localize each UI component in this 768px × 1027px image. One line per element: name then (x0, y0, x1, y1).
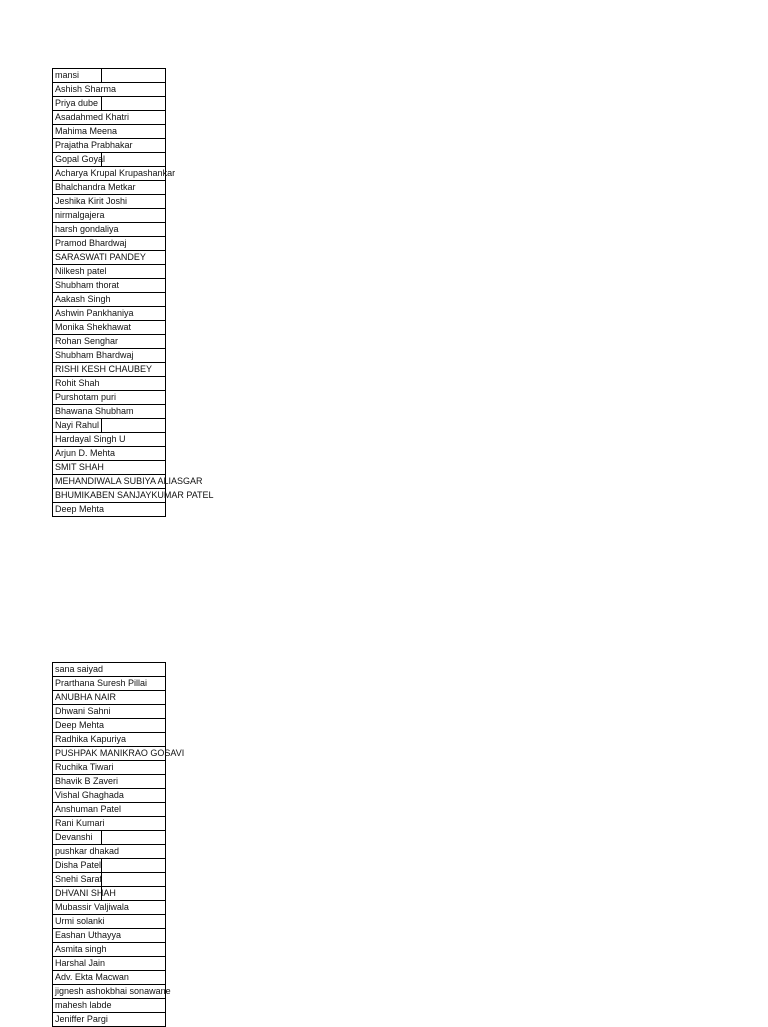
cell-name: pushkar dhakad (55, 846, 120, 856)
cell-name: Rani Kumari (55, 818, 105, 828)
table-row[interactable] (52, 223, 166, 237)
cell-name: Jeshika Kirit Joshi (55, 196, 128, 206)
table-row[interactable] (52, 461, 166, 475)
table-row[interactable] (52, 873, 166, 887)
table-row[interactable] (52, 775, 166, 789)
cell-name: Monika Shekhawat (55, 322, 132, 332)
table-row[interactable] (52, 803, 166, 817)
table-row[interactable] (52, 901, 166, 915)
table-row[interactable] (52, 943, 166, 957)
table-row[interactable] (52, 69, 166, 83)
cell-name: Shubham thorat (55, 280, 120, 290)
table-row[interactable] (52, 391, 166, 405)
table-row[interactable] (52, 1013, 166, 1027)
table-row[interactable] (52, 475, 203, 489)
cell-name: Prajatha Prabhakar (55, 140, 133, 150)
cell-divider (101, 873, 102, 886)
cell-name: Radhika Kapuriya (55, 734, 127, 744)
cell-name: Asadahmed Khatri (55, 112, 130, 122)
table-row[interactable] (52, 489, 214, 503)
cell-name: DHVANI SHAH (55, 888, 116, 898)
cell-name: Ruchika Tiwari (55, 762, 114, 772)
cell-name: Hardayal Singh U (55, 434, 126, 444)
table-row[interactable] (52, 985, 171, 999)
cell-name: Disha Patel (55, 860, 102, 870)
cell-divider (101, 69, 102, 82)
cell-name: BHUMIKABEN SANJAYKUMAR PATEL (55, 490, 214, 500)
table-row[interactable] (52, 733, 166, 747)
cell-name: MEHANDIWALA SUBIYA ALIASGAR (55, 476, 203, 486)
cell-name: Nayi Rahul (55, 420, 100, 430)
table-row[interactable] (52, 237, 166, 251)
cell-name: Bhavik B Zaveri (55, 776, 119, 786)
cell-name: PUSHPAK MANIKRAO GOSAVI (55, 748, 185, 758)
cell-name: mansi (55, 70, 80, 80)
table-row[interactable] (52, 677, 166, 691)
cell-name: Deep Mehta (55, 720, 105, 730)
cell-name: Devanshi (55, 832, 93, 842)
table-row[interactable] (52, 929, 166, 943)
cell-name: Rohit Shah (55, 378, 100, 388)
name-list-table-top (52, 68, 214, 517)
table-row[interactable] (52, 719, 166, 733)
table-row[interactable] (52, 705, 166, 719)
table-row[interactable] (52, 83, 166, 97)
table-row[interactable] (52, 747, 185, 761)
cell-name: Prarthana Suresh Pillai (55, 678, 148, 688)
table-row[interactable] (52, 209, 166, 223)
cell-name: SMIT SHAH (55, 462, 104, 472)
cell-name: Aakash Singh (55, 294, 111, 304)
table-row[interactable] (52, 433, 166, 447)
cell-name: Asmita singh (55, 944, 107, 954)
table-row[interactable] (52, 503, 166, 517)
table-row[interactable] (52, 321, 166, 335)
cell-name: Bhawana Shubham (55, 406, 134, 416)
table-row[interactable] (52, 307, 166, 321)
cell-name: Priya dube (55, 98, 99, 108)
cell-name: nirmalgajera (55, 210, 105, 220)
table-row[interactable] (52, 153, 166, 167)
table-row[interactable] (52, 817, 166, 831)
table-row[interactable] (52, 845, 166, 859)
table-row[interactable] (52, 111, 166, 125)
name-list-table-bottom (52, 662, 185, 1027)
table-row[interactable] (52, 195, 166, 209)
table-row[interactable] (52, 971, 166, 985)
table-row[interactable] (52, 279, 166, 293)
table-row[interactable] (52, 887, 166, 901)
cell-name: Ashwin Pankhaniya (55, 308, 134, 318)
cell-divider (101, 831, 102, 844)
table-row[interactable] (52, 335, 166, 349)
cell-name: Deep Mehta (55, 504, 105, 514)
cell-divider (101, 97, 102, 110)
cell-name: Urmi solanki (55, 916, 105, 926)
cell-name: Shubham Bhardwaj (55, 350, 134, 360)
table-row[interactable] (52, 167, 176, 181)
table-row[interactable] (52, 419, 166, 433)
cell-name: SARASWATI PANDEY (55, 252, 146, 262)
table-row[interactable] (52, 447, 166, 461)
table-row[interactable] (52, 251, 166, 265)
table-row[interactable] (52, 405, 166, 419)
cell-name: Pramod Bhardwaj (55, 238, 127, 248)
cell-name: Ashish Sharma (55, 84, 117, 94)
cell-name: Nilkesh patel (55, 266, 107, 276)
table-row[interactable] (52, 663, 166, 677)
cell-name: Bhalchandra Metkar (55, 182, 136, 192)
cell-name: Arjun D. Mehta (55, 448, 116, 458)
cell-name: Vishal Ghaghada (55, 790, 124, 800)
table-row[interactable] (52, 139, 166, 153)
cell-name: sana saiyad (55, 664, 104, 674)
table-row[interactable] (52, 957, 166, 971)
cell-name: Acharya Krupal Krupashankar (55, 168, 176, 178)
cell-divider (101, 419, 102, 432)
cell-name: jignesh ashokbhai sonawane (55, 986, 171, 996)
table-row[interactable] (52, 363, 166, 377)
cell-name: mahesh labde (55, 1000, 112, 1010)
table-row[interactable] (52, 859, 166, 873)
cell-name: Eashan Uthayya (55, 930, 122, 940)
cell-name: Harshal Jain (55, 958, 106, 968)
cell-name: Snehi Saraf (55, 874, 103, 884)
table-row[interactable] (52, 789, 166, 803)
table-row[interactable] (52, 265, 166, 279)
cell-name: Purshotam puri (55, 392, 117, 402)
table-row[interactable] (52, 915, 166, 929)
table-row[interactable] (52, 181, 166, 195)
cell-name: Dhwani Sahni (55, 706, 111, 716)
cell-divider (101, 153, 102, 166)
cell-name: harsh gondaliya (55, 224, 119, 234)
table-row[interactable] (52, 97, 166, 111)
table-row[interactable] (52, 349, 166, 363)
table-row[interactable] (52, 293, 166, 307)
cell-name: Gopal Goyal (55, 154, 106, 164)
cell-name: ANUBHA NAIR (55, 692, 117, 702)
table-row[interactable] (52, 831, 166, 845)
table-row[interactable] (52, 125, 166, 139)
table-row[interactable] (52, 691, 166, 705)
table-row[interactable] (52, 761, 166, 775)
table-row[interactable] (52, 377, 166, 391)
cell-name: Mubassir Valjiwala (55, 902, 129, 912)
cell-name: Anshuman Patel (55, 804, 122, 814)
cell-name: Adv. Ekta Macwan (55, 972, 129, 982)
cell-name: Jeniffer Pargi (55, 1014, 108, 1024)
cell-name: Mahima Meena (55, 126, 118, 136)
table-row[interactable] (52, 999, 166, 1013)
cell-divider (101, 859, 102, 872)
cell-name: RISHI KESH CHAUBEY (55, 364, 153, 374)
cell-divider (101, 887, 102, 900)
cell-name: Rohan Senghar (55, 336, 119, 346)
